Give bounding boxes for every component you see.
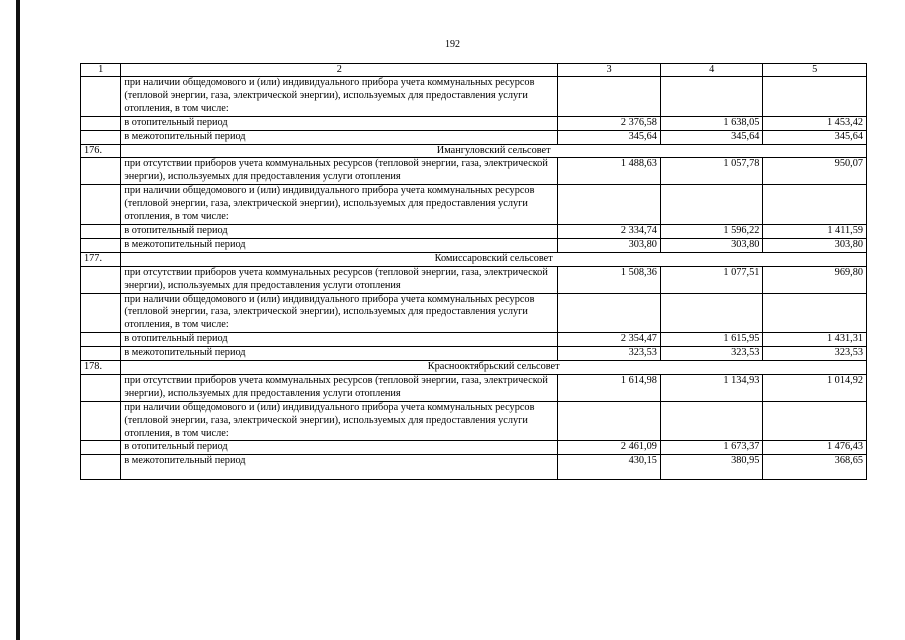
- value-cell: 2 334,74: [558, 224, 661, 238]
- section-row: [81, 252, 867, 266]
- index-cell: [81, 441, 121, 455]
- value-cell: 323,53: [558, 347, 661, 361]
- value-cell: 303,80: [558, 238, 661, 252]
- column-header: 1: [81, 64, 121, 77]
- row-label: при наличии общедомового и (или) индивидуального прибора учета коммунальных ресурсов (тепловой энергии, газа, электрической энергии), используемых для предоставления услуги отопления, в том числе:: [121, 293, 558, 333]
- index-cell: [81, 185, 121, 225]
- table-row: [81, 158, 867, 185]
- value-cell: [660, 185, 763, 225]
- section-row: [81, 361, 867, 375]
- table-row: [81, 116, 867, 130]
- index-cell: [81, 374, 121, 401]
- column-header: 2: [121, 64, 558, 77]
- table-row: [81, 293, 867, 333]
- value-cell: 345,64: [763, 130, 867, 144]
- table-row: [81, 266, 867, 293]
- row-label: в межотопительный период: [121, 238, 558, 252]
- section-title: Имангуловский сельсовет: [121, 144, 867, 158]
- index-cell: [81, 347, 121, 361]
- row-label: при отсутствии приборов учета коммунальных ресурсов (тепловой энергии, газа, электрической энергии), используемых для предоставления услуги отопления: [121, 374, 558, 401]
- table-row: [81, 224, 867, 238]
- value-cell: 1 134,93: [660, 374, 763, 401]
- value-cell: 323,53: [660, 347, 763, 361]
- value-cell: [763, 77, 867, 117]
- page-number: 192: [445, 39, 460, 50]
- value-cell: [660, 77, 763, 117]
- value-cell: 368,65: [763, 455, 867, 480]
- value-cell: 323,53: [763, 347, 867, 361]
- value-cell: 2 376,58: [558, 116, 661, 130]
- scan-edge-line: [16, 0, 20, 640]
- value-cell: 1 411,59: [763, 224, 867, 238]
- value-cell: 1 508,36: [558, 266, 661, 293]
- value-cell: 1 057,78: [660, 158, 763, 185]
- row-label: в отопительный период: [121, 441, 558, 455]
- section-index: 176.: [81, 144, 121, 158]
- table-row: [81, 441, 867, 455]
- column-header: 4: [660, 64, 763, 77]
- row-label: в отопительный период: [121, 224, 558, 238]
- index-cell: [81, 116, 121, 130]
- value-cell: 1 638,05: [660, 116, 763, 130]
- table-row: [81, 401, 867, 441]
- value-cell: 1 077,51: [660, 266, 763, 293]
- index-cell: [81, 333, 121, 347]
- row-label: при отсутствии приборов учета коммунальных ресурсов (тепловой энергии, газа, электрической энергии), используемых для предоставления услуги отопления: [121, 266, 558, 293]
- column-header: 3: [558, 64, 661, 77]
- table-row: [81, 77, 867, 117]
- value-cell: 969,80: [763, 266, 867, 293]
- table-row: [81, 374, 867, 401]
- section-title: Краснооктябрьский сельсовет: [121, 361, 867, 375]
- row-label: при наличии общедомового и (или) индивидуального прибора учета коммунальных ресурсов (тепловой энергии, газа, электрической энергии), используемых для предоставления услуги отопления, в том числе:: [121, 185, 558, 225]
- value-cell: [558, 185, 661, 225]
- value-cell: 1 488,63: [558, 158, 661, 185]
- value-cell: [763, 401, 867, 441]
- index-cell: [81, 455, 121, 480]
- table-row: [81, 347, 867, 361]
- tariff-table: [80, 63, 867, 480]
- value-cell: 380,95: [660, 455, 763, 480]
- index-cell: [81, 401, 121, 441]
- value-cell: 1 615,95: [660, 333, 763, 347]
- section-row: [81, 144, 867, 158]
- value-cell: 1 596,22: [660, 224, 763, 238]
- row-label: при отсутствии приборов учета коммунальных ресурсов (тепловой энергии, газа, электрической энергии), используемых для предоставления услуги отопления: [121, 158, 558, 185]
- table-row: [81, 185, 867, 225]
- value-cell: 345,64: [558, 130, 661, 144]
- index-cell: [81, 77, 121, 117]
- index-cell: [81, 130, 121, 144]
- value-cell: 1 431,31: [763, 333, 867, 347]
- index-cell: [81, 266, 121, 293]
- value-cell: 1 014,92: [763, 374, 867, 401]
- index-cell: [81, 158, 121, 185]
- value-cell: 345,64: [660, 130, 763, 144]
- value-cell: 1 673,37: [660, 441, 763, 455]
- index-cell: [81, 293, 121, 333]
- section-index: 177.: [81, 252, 121, 266]
- value-cell: [660, 293, 763, 333]
- table-row: [81, 333, 867, 347]
- table-row: [81, 455, 867, 480]
- value-cell: [763, 293, 867, 333]
- row-label: в межотопительный период: [121, 455, 558, 480]
- row-label: при наличии общедомового и (или) индивидуального прибора учета коммунальных ресурсов (тепловой энергии, газа, электрической энергии), используемых для предоставления услуги отопления, в том числе:: [121, 401, 558, 441]
- value-cell: 2 354,47: [558, 333, 661, 347]
- row-label: в отопительный период: [121, 333, 558, 347]
- value-cell: 303,80: [660, 238, 763, 252]
- value-cell: 1 614,98: [558, 374, 661, 401]
- value-cell: 2 461,09: [558, 441, 661, 455]
- value-cell: [558, 77, 661, 117]
- value-cell: 430,15: [558, 455, 661, 480]
- header-row: [81, 64, 867, 77]
- section-title: Комиссаровский сельсовет: [121, 252, 867, 266]
- section-index: 178.: [81, 361, 121, 375]
- value-cell: [558, 293, 661, 333]
- index-cell: [81, 238, 121, 252]
- row-label: в межотопительный период: [121, 347, 558, 361]
- row-label: в межотопительный период: [121, 130, 558, 144]
- value-cell: [763, 185, 867, 225]
- value-cell: 303,80: [763, 238, 867, 252]
- value-cell: 950,07: [763, 158, 867, 185]
- column-header: 5: [763, 64, 867, 77]
- value-cell: 1 476,43: [763, 441, 867, 455]
- value-cell: [660, 401, 763, 441]
- table-row: [81, 238, 867, 252]
- value-cell: 1 453,42: [763, 116, 867, 130]
- row-label: при наличии общедомового и (или) индивидуального прибора учета коммунальных ресурсов (тепловой энергии, газа, электрической энергии), используемых для предоставления услуги отопления, в том числе:: [121, 77, 558, 117]
- value-cell: [558, 401, 661, 441]
- row-label: в отопительный период: [121, 116, 558, 130]
- table-row: [81, 130, 867, 144]
- index-cell: [81, 224, 121, 238]
